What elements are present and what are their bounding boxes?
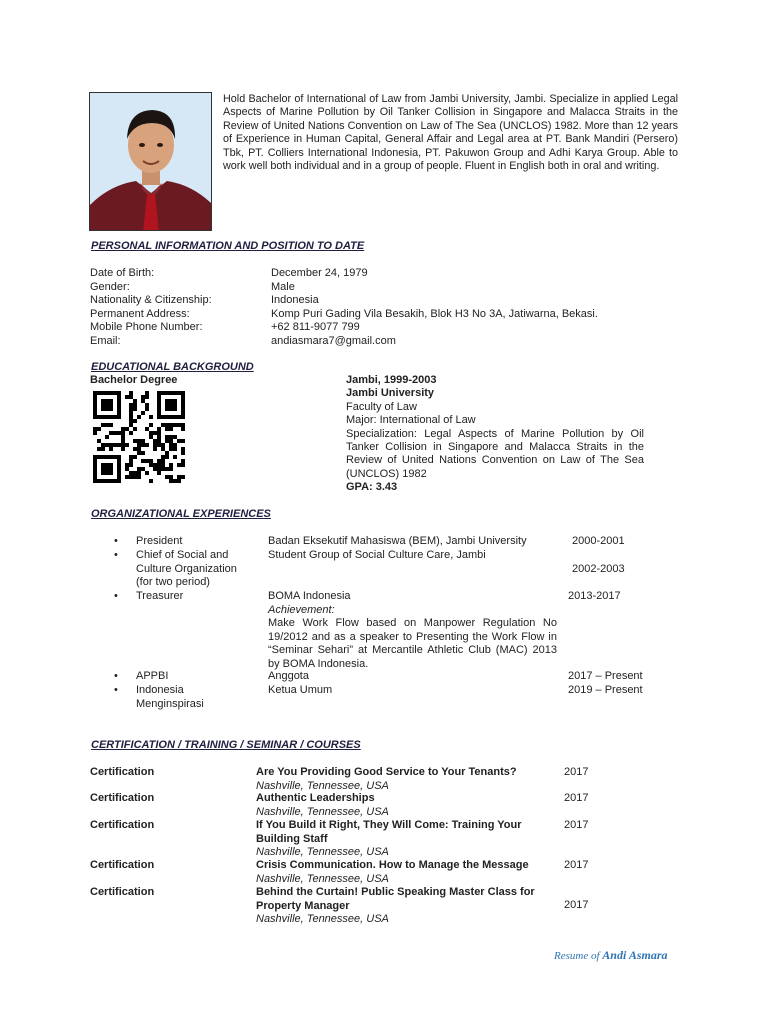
bullet: • <box>114 549 118 561</box>
cert-title: If You Build it Right, They Will Come: Training Your Building Staff <box>256 819 522 845</box>
org-role: APPBI <box>136 670 169 682</box>
org-period: 2017 – Present <box>568 670 643 682</box>
education-faculty: Faculty of Law <box>346 400 417 413</box>
org-name: Ketua Umum <box>268 684 333 696</box>
personal-row-nationality <box>90 294 690 308</box>
cert-location: Nashville, Tennessee, USA <box>256 913 389 925</box>
org-name: Badan Eksekutif Mahasiswa (BEM), Jambi University <box>268 535 527 547</box>
org-name-block <box>268 590 557 672</box>
personal-row-gender <box>90 281 690 295</box>
cert-title-block <box>256 766 556 793</box>
cert-type: Certification <box>90 859 155 871</box>
value: +62 811-9077 799 <box>271 321 360 333</box>
org-role: Treasurer <box>136 590 184 602</box>
resume-footer <box>554 948 668 963</box>
certification-heading: CERTIFICATION / TRAINING / SEMINAR / COURSES <box>91 739 361 751</box>
cert-title-block <box>256 859 556 886</box>
value: Komp Puri Gading Vila Besakih, Blok H3 No 3A, Jatiwarna, Bekasi. <box>271 307 598 320</box>
value: Indonesia <box>271 294 319 306</box>
cert-title-block <box>256 792 556 819</box>
cert-year: 2017 <box>564 792 589 804</box>
org-period: 2019 – Present <box>568 684 643 696</box>
cert-type: Certification <box>90 792 155 804</box>
cert-title-block <box>256 819 546 860</box>
footer-prefix: Resume of <box>554 950 603 962</box>
person-portrait-icon <box>90 93 212 231</box>
label: Date of Birth: <box>90 267 155 279</box>
education-gpa: GPA: 3.43 <box>346 481 398 494</box>
bullet: • <box>114 590 118 602</box>
cert-title: Are You Providing Good Service to Your Tenants? <box>256 766 517 778</box>
cert-type: Certification <box>90 766 155 778</box>
cert-year: 2017 <box>564 859 589 871</box>
personal-info-list <box>90 267 690 348</box>
label: Mobile Phone Number: <box>90 321 203 333</box>
org-period: 2013-2017 <box>568 590 621 602</box>
bullet: • <box>114 670 118 682</box>
label: Gender: <box>90 280 130 293</box>
personal-row-phone <box>90 321 690 335</box>
org-role: President <box>136 535 183 547</box>
email-value[interactable]: andiasmara7@gmail.com <box>271 334 396 347</box>
cert-location: Nashville, Tennessee, USA <box>256 805 389 818</box>
org-role: Chief of Social and Culture Organization (for two period) <box>136 549 237 589</box>
education-specialization: Specialization: Legal Aspects of Marine Pollution by Oil Tanker Collision in Singapore and Malacca Straits in the Review of United Nations Convention on Law of The Sea (UNCLOS) 1982 <box>346 427 644 480</box>
achievement-label: Achievement: <box>268 603 335 616</box>
profile-photo <box>89 92 212 231</box>
achievement-text: Make Work Flow based on Manpower Regulation No 19/2012 and as a speaker to Presenting the Work Flow in “Seminar Sehari” at Mercantile Athletic Club (MAC) 2013 by BOMA Indonesia. <box>268 617 557 670</box>
org-period: 2000-2001 <box>572 535 625 547</box>
footer-name: Andi Asmara <box>602 948 668 962</box>
organization-heading: ORGANIZATIONAL EXPERIENCES <box>91 508 271 520</box>
personal-row-address <box>90 308 690 322</box>
education-degree: Bachelor Degree <box>90 374 178 386</box>
label: Email: <box>90 334 121 347</box>
personal-row-email <box>90 335 690 349</box>
bullet: • <box>114 684 118 696</box>
cert-title: Behind the Curtain! Public Speaking Master Class for Property Manager <box>256 886 535 912</box>
org-period: 2002-2003 <box>572 563 625 575</box>
cert-year: 2017 <box>564 766 589 778</box>
cert-year: 2017 <box>564 899 589 911</box>
education-university: Jambi University <box>346 387 435 400</box>
education-major: Major: International of Law <box>346 414 476 427</box>
cert-title: Authentic Leaderships <box>256 792 375 804</box>
cert-location: Nashville, Tennessee, USA <box>256 779 389 792</box>
org-name: Anggota <box>268 670 309 682</box>
education-heading: EDUCATIONAL BACKGROUND <box>91 361 254 373</box>
cert-title: Crisis Communication. How to Manage the Message <box>256 859 529 871</box>
education-detail <box>346 374 644 495</box>
education-place-year: Jambi, 1999-2003 <box>346 374 437 386</box>
qr-code-icon <box>93 390 185 484</box>
cert-title-block <box>256 886 556 927</box>
org-role: Indonesia Menginspirasi <box>136 684 204 710</box>
bullet: • <box>114 535 118 547</box>
cert-year: 2017 <box>564 819 589 831</box>
profile-summary: Hold Bachelor of International of Law from Jambi University, Jambi. Specialize in applied Legal Aspects of Marine Pollution by Oil Tanker Collision in Singapore and Malacca Straits in the Review of United Nations Convention on Law of The Sea (UNCLOS) 1982. More than 12 years of Experience in Human Capital, General Affair and Legal area at PT. Bank Mandiri (Persero) Tbk, PT. Colliers International Indonesia, PT. Pakuwon Group and Adhi Karya Group. Able to work well both individual and in a group of people. Fluent in English both in oral and writing. <box>223 93 678 173</box>
cert-type: Certification <box>90 886 155 898</box>
org-name: BOMA Indonesia <box>268 590 351 602</box>
cert-location: Nashville, Tennessee, USA <box>256 872 389 885</box>
personal-row-dob <box>90 267 690 281</box>
label: Permanent Address: <box>90 307 190 320</box>
value: December 24, 1979 <box>271 267 368 279</box>
org-name: Student Group of Social Culture Care, Jambi <box>268 549 486 561</box>
value: Male <box>271 280 295 293</box>
cert-location: Nashville, Tennessee, USA <box>256 846 389 858</box>
label: Nationality & Citizenship: <box>90 294 212 306</box>
cert-type: Certification <box>90 819 155 831</box>
personal-info-heading: PERSONAL INFORMATION AND POSITION TO DATE <box>91 240 365 252</box>
